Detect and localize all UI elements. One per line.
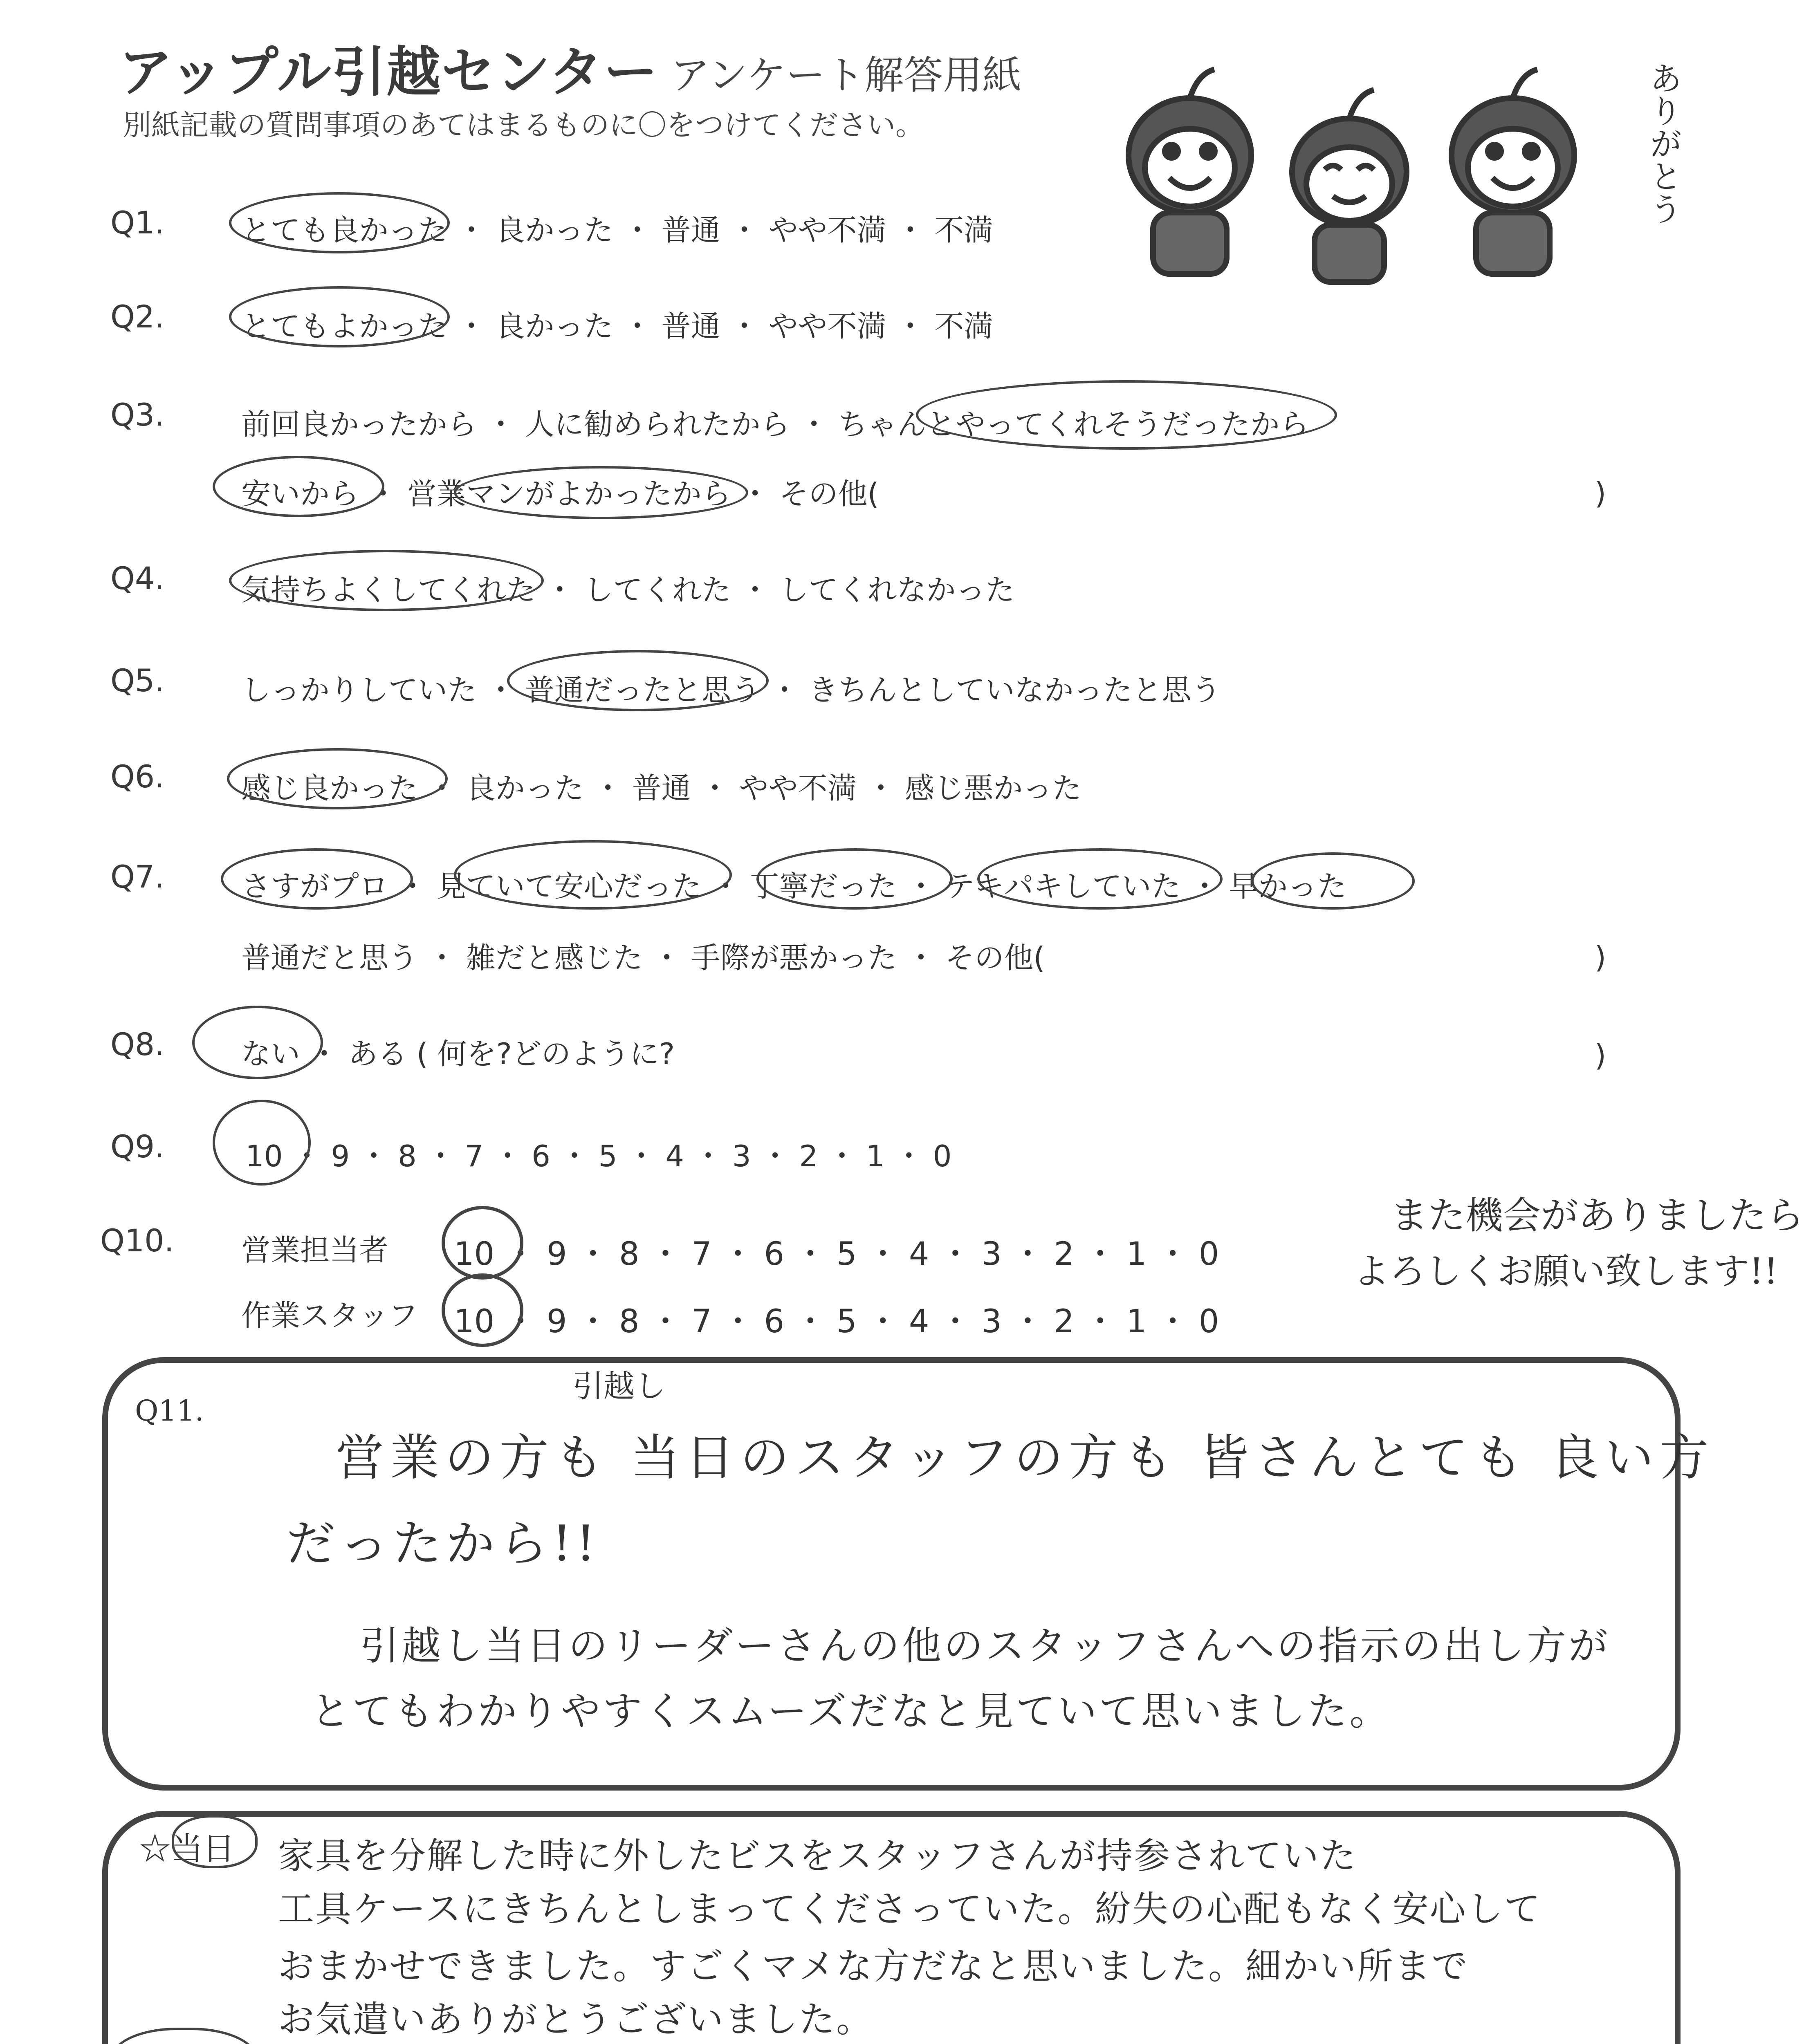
instruction-text: 別紙記載の質問事項のあてはまるものに〇をつけてください。 — [123, 108, 924, 142]
q11-line2: だったから!! — [286, 1515, 600, 1572]
q10-sales-flower-circle — [442, 1206, 523, 1280]
q7-answer-circle-4 — [977, 848, 1223, 910]
form-subtitle: アンケート解答用紙 — [671, 52, 1022, 98]
q3-answer-circle-3 — [454, 466, 748, 519]
comments-line2: 工具ケースにきちんとしまってくださっていた。紛失の心配もなく安心して — [278, 1888, 1541, 1930]
q7-answer-circle-1 — [221, 848, 413, 910]
q4-label: Q4. — [110, 560, 165, 596]
q11-line1: 営業の方も 当日のスタッフの方も 皆さんとても 良い方 — [335, 1430, 1714, 1486]
comments-line4: お気遣いありがとうございました。 — [278, 1998, 874, 2040]
q7-options-line1: さすがプロ ・ 見ていて安心だった ・ 丁寧だった ・ テキパキしていた ・ 早かった — [241, 869, 1347, 903]
q2-label: Q2. — [110, 298, 165, 335]
q1-options: とても良かった ・ 良かった ・ 普通 ・ やや不満 ・ 不満 — [241, 213, 994, 247]
q7-answer-circle-3 — [756, 848, 953, 910]
comments-line3: おまかせできました。すごくマメな方だなと思いました。細かい所まで — [278, 1945, 1469, 1987]
monkey-face-2 — [1292, 90, 1407, 282]
comments-tag-day-bubble — [172, 1815, 258, 1868]
q11-label: Q11. — [135, 1394, 204, 1428]
q10-note-line1: また機会がありましたら — [1390, 1194, 1804, 1237]
q5-options: しっかりしていた ・ 普通だったと思う ・ きちんとしていなかったと思う — [241, 673, 1221, 707]
q7-options-line2: 普通だと思う ・ 雑だと感じた ・ 手際が悪かった ・ その他( — [241, 941, 1045, 975]
q2-options: とてもよかった ・ 良かった ・ 普通 ・ やや不満 ・ 不満 — [241, 309, 994, 343]
q11-insert-text: 引越し — [572, 1368, 666, 1404]
q3-answer-circle-2 — [213, 456, 384, 517]
q9-answer-circle — [213, 1100, 311, 1186]
q3-options-line1: 前回良かったから ・ 人に勧められたから ・ ちゃんとやってくれそうだったから — [241, 407, 1309, 442]
q5-answer-circle — [507, 650, 769, 711]
q8-label: Q8. — [110, 1026, 165, 1062]
q4-answer-circle — [229, 550, 544, 611]
q3-label: Q3. — [110, 397, 165, 433]
q1-label: Q1. — [110, 204, 165, 241]
q10-sales-label: 営業担当者 — [241, 1233, 389, 1267]
q7-answer-circle-5 — [1251, 852, 1415, 910]
q8-options: ない ・ ある ( 何を?どのように? — [241, 1037, 675, 1071]
q6-answer-circle — [227, 748, 448, 809]
q10-staff-label: 作業スタッフ — [241, 1298, 418, 1333]
q8-close-paren: ) — [1595, 1038, 1607, 1073]
q10-sales-scale: 10 ・ 9 ・ 8 ・ 7 ・ 6 ・ 5 ・ 4 ・ 3 ・ 2 ・ 1 ・ 0 — [454, 1236, 1219, 1273]
q3-answer-circle-1 — [916, 380, 1337, 450]
q2-answer-circle — [229, 286, 450, 347]
form-title: アップル引越センター — [119, 41, 659, 104]
q6-options: 感じ良かった ・ 良かった ・ 普通 ・ やや不満 ・ 感じ悪かった — [241, 771, 1082, 805]
q7-close-paren: ) — [1595, 940, 1607, 975]
q7-answer-circle-2 — [454, 840, 732, 910]
q10-note-line2: よろしくお願い致します!! — [1353, 1250, 1778, 1292]
monkey-face-1 — [1129, 69, 1251, 274]
q7-label: Q7. — [110, 858, 165, 895]
q9-label: Q9. — [110, 1128, 165, 1165]
q10-label: Q10. — [100, 1222, 174, 1259]
monkey-face-3 — [1452, 69, 1574, 274]
q10-staff-scale: 10 ・ 9 ・ 8 ・ 7 ・ 6 ・ 5 ・ 4 ・ 3 ・ 2 ・ 1 ・ 0 — [454, 1303, 1219, 1340]
q5-label: Q5. — [110, 662, 165, 699]
q3-options-line2: 安いから ・ 営業マンがよかったから ・ その他( — [241, 477, 879, 511]
q11-line3: 引越し当日のリーダーさんの他のスタッフさんへの指示の出し方が — [360, 1623, 1611, 1669]
q8-answer-circle — [192, 1006, 323, 1079]
q10-staff-flower-circle — [442, 1273, 523, 1347]
q11-line4: とてもわかりやすくスムーズだなと見ていて思いました。 — [311, 1688, 1391, 1734]
comments-tag-day: ☆当日 — [139, 1831, 235, 1867]
monkey-mascot-icon — [1120, 49, 1693, 278]
q1-answer-circle — [229, 192, 450, 253]
comments-line1: 家具を分解した時に外したビスをスタッフさんが持参されていた — [278, 1835, 1357, 1877]
q6-label: Q6. — [110, 758, 165, 795]
q9-scale: 10 ・ 9 ・ 8 ・ 7 ・ 6 ・ 5 ・ 4 ・ 3 ・ 2 ・ 1 ・ 0 — [245, 1139, 952, 1173]
thanks-text: ありがとう — [1644, 61, 1682, 225]
q3-close-paren: ) — [1595, 476, 1607, 511]
q4-options: 気持ちよくしてくれた ・ してくれた ・ してくれなかった — [241, 573, 1015, 607]
